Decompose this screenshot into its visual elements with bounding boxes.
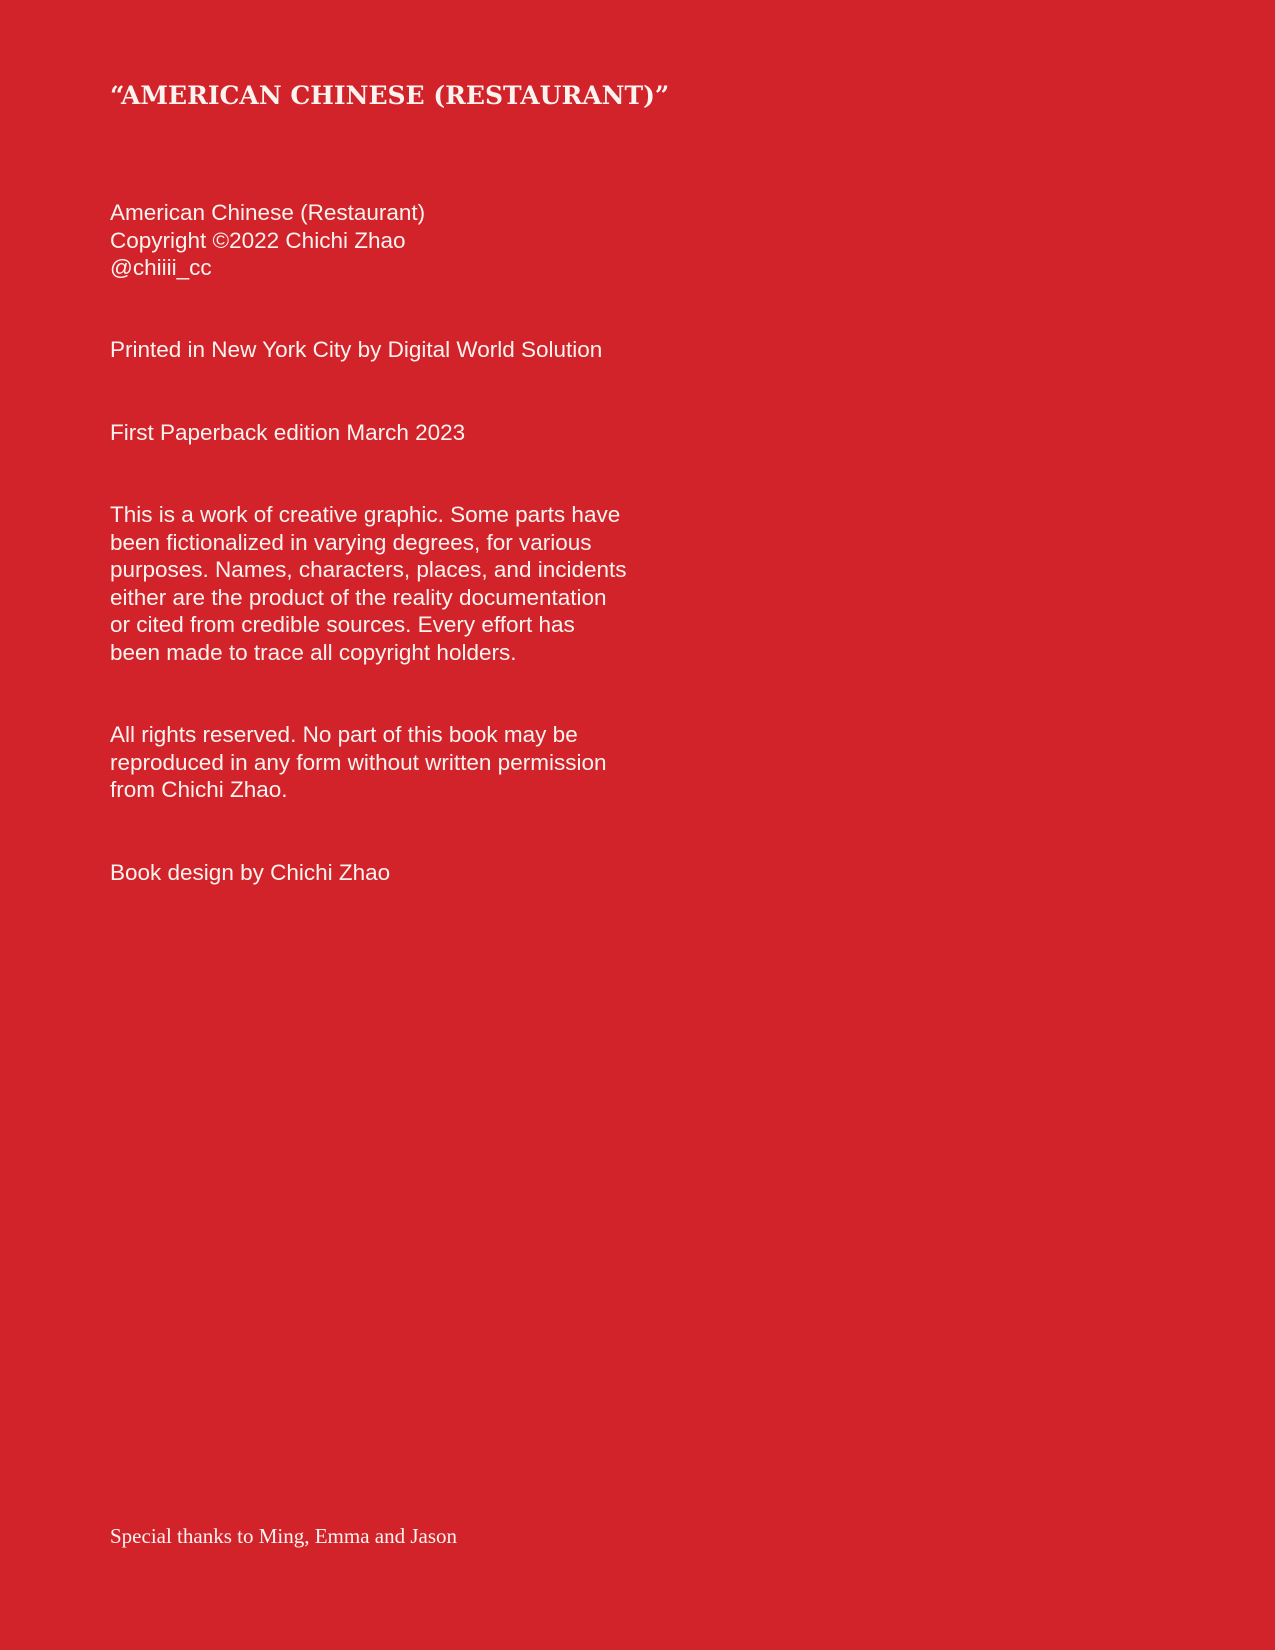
rights-line: from Chichi Zhao. [110, 777, 288, 802]
disclaimer-line: purposes. Names, characters, places, and incidents [110, 557, 627, 582]
copyright-line: Copyright ©2022 Chichi Zhao [110, 227, 406, 253]
disclaimer-paragraph [110, 501, 627, 666]
colophon-block [110, 199, 425, 282]
printing-line: Printed in New York City by Digital World Solution [110, 337, 603, 362]
page-title: “AMERICAN CHINESE (RESTAURANT)” [110, 81, 670, 110]
acknowledgements: Special thanks to Ming, Emma and Jason [110, 1524, 458, 1548]
edition-line: First Paperback edition March 2023 [110, 420, 466, 445]
rights-line: reproduced in any form without written permission [110, 749, 607, 775]
printing-info [110, 336, 602, 364]
rights-paragraph [110, 721, 606, 804]
rights-line: All rights reserved. No part of this book may be [110, 722, 578, 747]
disclaimer-line: or cited from credible sources. Every effort has [110, 612, 575, 637]
social-handle: @chiiii_cc [110, 255, 212, 280]
disclaimer-line: been fictionalized in varying degrees, for various [110, 529, 592, 555]
disclaimer-line: been made to trace all copyright holders. [110, 639, 517, 665]
design-credit-line: Book design by Chichi Zhao [110, 860, 391, 885]
design-credit [110, 859, 390, 887]
book-title-line: American Chinese (Restaurant) [110, 200, 426, 225]
disclaimer-line: This is a work of creative graphic. Some parts have [110, 502, 621, 527]
edition-info [110, 419, 465, 447]
disclaimer-line: either are the product of the reality documentation [110, 584, 607, 610]
